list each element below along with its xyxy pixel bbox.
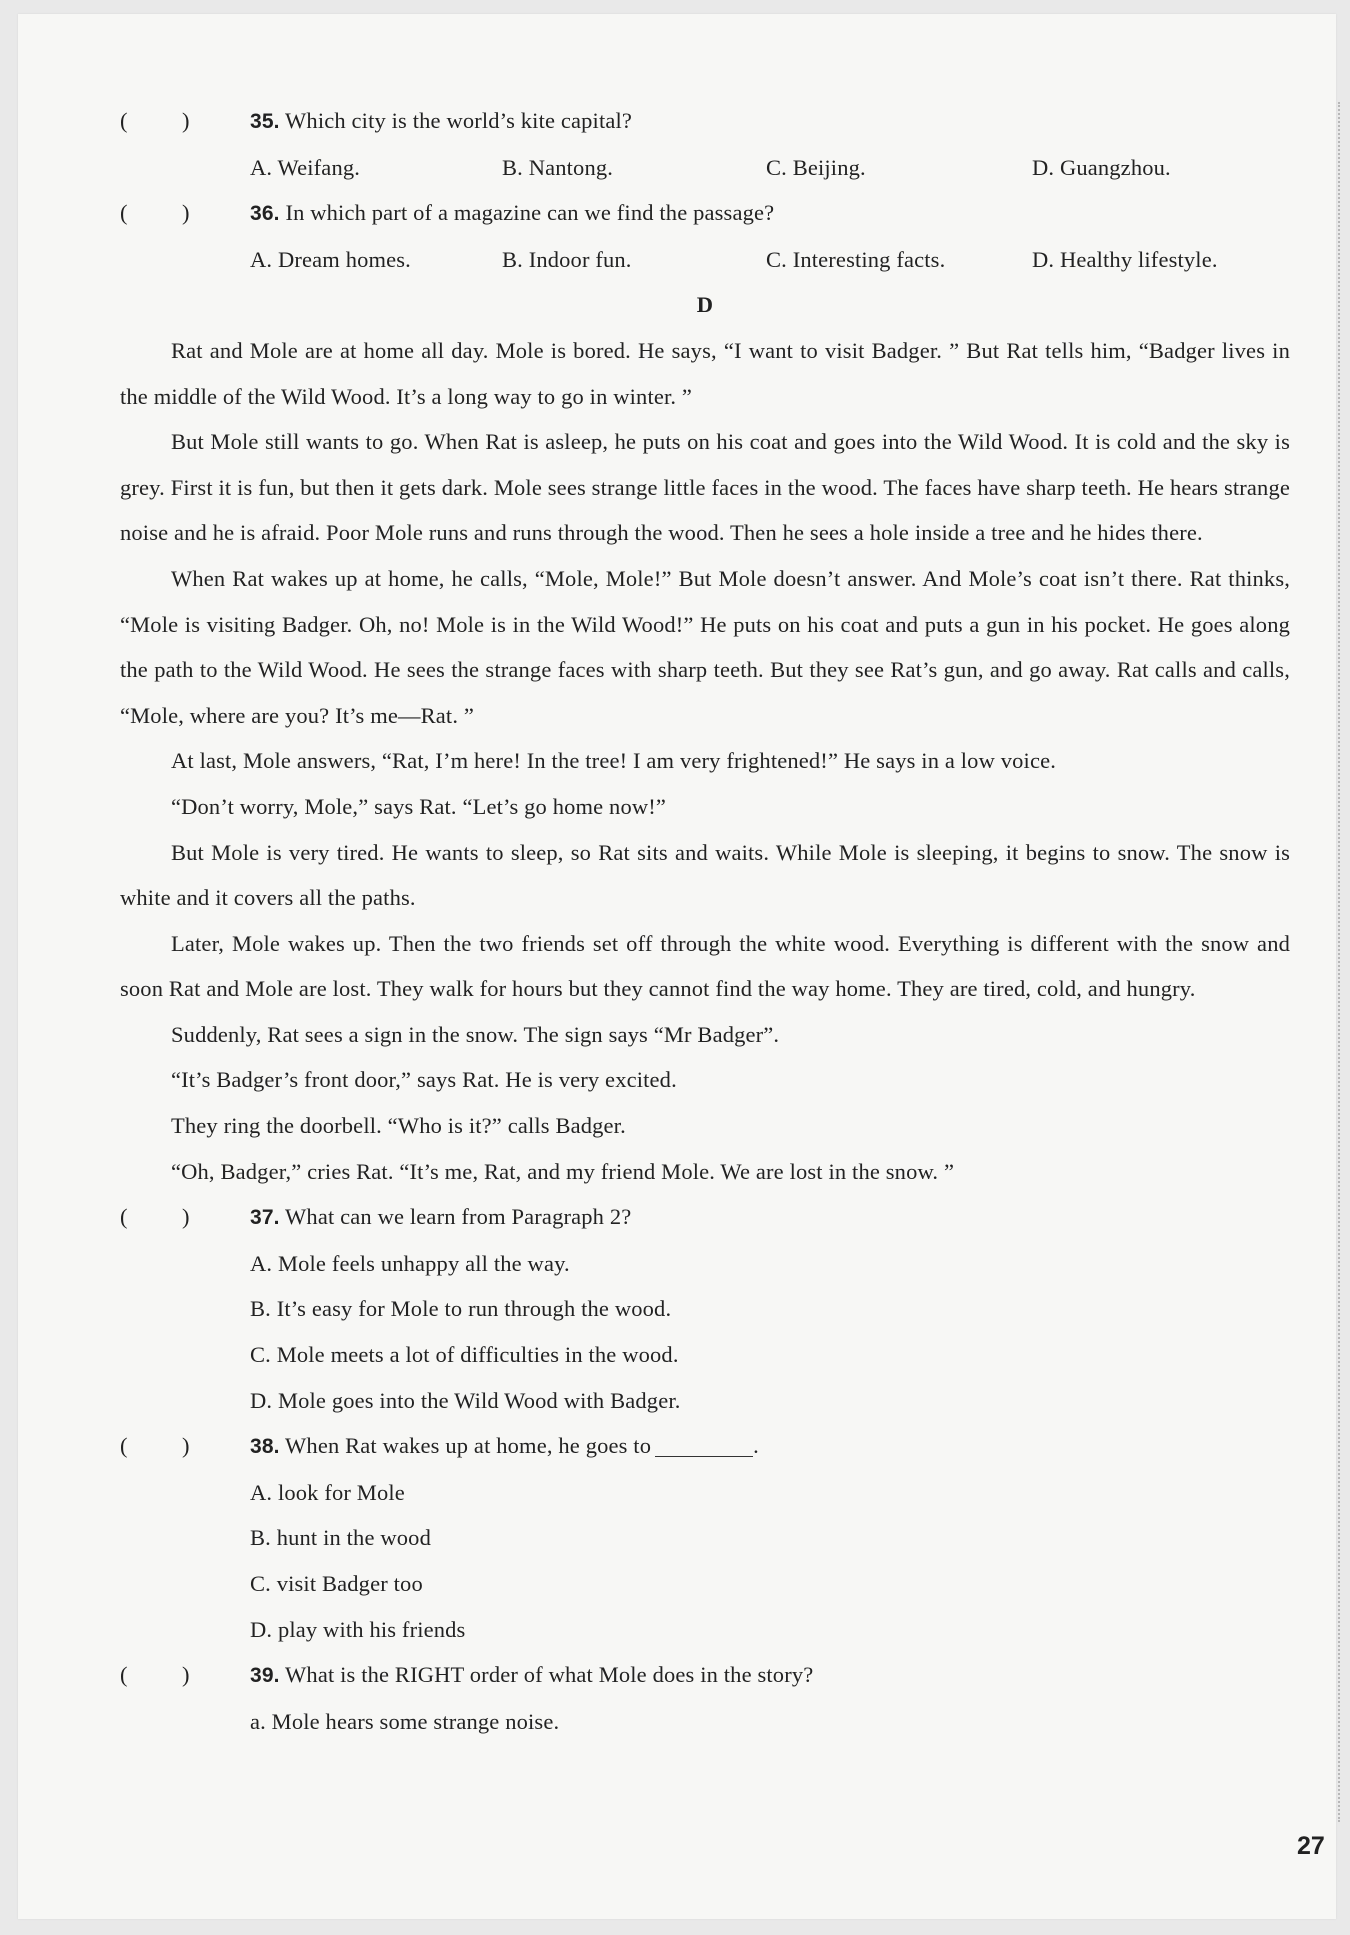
- question-36: [120, 190, 1290, 237]
- story-paragraph: Suddenly, Rat sees a sign in the snow. The sign says “Mr Badger”.: [171, 1021, 780, 1047]
- answer-bracket[interactable]: ( ): [120, 108, 190, 133]
- story-paragraph: When Rat wakes up at home, he calls, “Mole, Mole!” But Mole doesn’t answer. And Mole’s coat isn’t there. Rat thinks, “Mole is visiting Badger. Oh, no! Mole is in the Wild Wood!” He puts on his coat and puts a gun in his pocket. He goes along the path to the Wild Wood. He sees the strange faces with sharp teeth. But they see Rat’s gun, and go away. Rat calls and calls, “Mole, where are you? It’s me—Rat. ”: [120, 565, 1290, 728]
- question-37: [120, 1194, 1290, 1241]
- option-c: C. Beijing.: [766, 154, 866, 180]
- answer-bracket[interactable]: ( ): [120, 200, 190, 226]
- story-paragraph: “It’s Badger’s front door,” says Rat. He is very excited.: [171, 1067, 677, 1093]
- question-number: 39.: [250, 1664, 280, 1688]
- section-heading: D: [696, 292, 714, 318]
- option-c: C. visit Badger too: [250, 1571, 423, 1596]
- answer-bracket[interactable]: ( ): [120, 1662, 190, 1688]
- option-a: A. Mole feels unhappy all the way.: [250, 1250, 570, 1276]
- question-text: In which part of a magazine can we find the passage?: [285, 200, 775, 226]
- content: [120, 98, 1290, 1744]
- answer-blank[interactable]: [655, 1432, 753, 1457]
- option-a: A. look for Mole: [250, 1479, 405, 1505]
- story-paragraph: But Mole still wants to go. When Rat is asleep, he puts on his coat and goes into the Wild Wood. It is cold and the sky is grey. First it is fun, but then it gets dark. Mole sees strange little faces in the wood. The faces have sharp teeth. He hears strange noise and he is afraid. Poor Mole runs and runs through the wood. Then he sees a hole inside a tree and he hides there.: [120, 429, 1290, 546]
- question-35: [120, 98, 1290, 145]
- page-number: 27: [1297, 1832, 1325, 1860]
- question-end: .: [753, 1433, 759, 1459]
- question-text: When Rat wakes up at home, he goes to: [285, 1433, 652, 1459]
- option-d: D. Guangzhou.: [1032, 154, 1171, 180]
- story-paragraph: But Mole is very tired. He wants to sleep, so Rat sits and waits. While Mole is sleeping, it begins to snow. The snow is white and it covers all the paths.: [120, 839, 1290, 911]
- option-d: D. Mole goes into the Wild Wood with Badger.: [250, 1387, 681, 1413]
- story-paragraph: Rat and Mole are at home all day. Mole is bored. He says, “I want to visit Badger. ” But Rat tells him, “Badger lives in the middle of the Wild Wood. It’s a long way to go in winter. ”: [120, 337, 1290, 409]
- option-a: A. Dream homes.: [250, 246, 411, 272]
- option-b: B. Indoor fun.: [502, 246, 632, 272]
- story-paragraph: Later, Mole wakes up. Then the two friends set off through the white wood. Everything is different with the snow and soon Rat and Mole are lost. They walk for hours but they cannot find the way home. They are tired, cold, and hungry.: [120, 930, 1290, 1002]
- question-text: What can we learn from Paragraph 2?: [285, 1204, 632, 1230]
- answer-bracket[interactable]: ( ): [120, 1204, 190, 1230]
- option-b: B. Nantong.: [502, 154, 614, 180]
- option-b: B. It’s easy for Mole to run through the wood.: [250, 1296, 672, 1322]
- order-item-a: a. Mole hears some strange noise.: [250, 1708, 560, 1734]
- option-d: D. Healthy lifestyle.: [1032, 246, 1218, 272]
- question-number: 36.: [250, 202, 280, 226]
- story-paragraph: At last, Mole answers, “Rat, I’m here! In the tree! I am very frightened!” He says in a low voice.: [171, 748, 1057, 774]
- option-c: C. Mole meets a lot of difficulties in the wood.: [250, 1342, 679, 1368]
- option-d: D. play with his friends: [250, 1616, 466, 1642]
- option-a: A. Weifang.: [250, 154, 361, 180]
- question-text: Which city is the world’s kite capital?: [285, 108, 633, 133]
- question-text: What is the RIGHT order of what Mole does in the story?: [285, 1662, 814, 1688]
- question-38: [120, 1423, 1290, 1470]
- answer-bracket[interactable]: ( ): [120, 1433, 190, 1459]
- options-36: [120, 237, 1290, 283]
- question-39: [120, 1652, 1290, 1699]
- question-number: 35.: [250, 110, 280, 133]
- question-number: 37.: [250, 1206, 280, 1230]
- story-paragraph: “Oh, Badger,” cries Rat. “It’s me, Rat, and my friend Mole. We are lost in the snow. ”: [171, 1158, 955, 1184]
- question-number: 38.: [250, 1435, 280, 1459]
- margin-dotted-line: [1338, 102, 1340, 1822]
- story-paragraph: “Don’t worry, Mole,” says Rat. “Let’s go home now!”: [171, 793, 667, 819]
- options-35: [120, 145, 1290, 191]
- story-paragraph: They ring the doorbell. “Who is it?” calls Badger.: [171, 1113, 626, 1139]
- option-c: C. Interesting facts.: [766, 246, 946, 272]
- option-b: B. hunt in the wood: [250, 1525, 431, 1551]
- page: [18, 14, 1336, 1919]
